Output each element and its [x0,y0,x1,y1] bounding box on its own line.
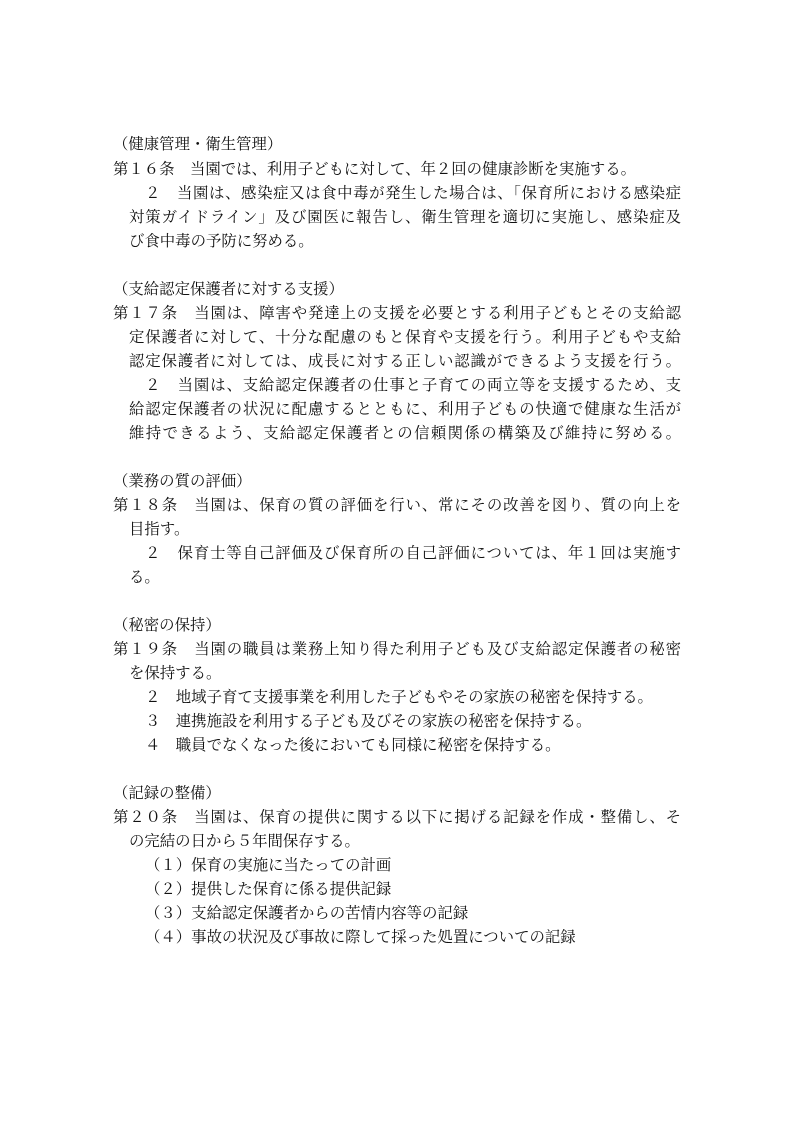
article-line: 定保護者に対して、十分な配慮のもと保育や支援を行う。利用子どもや支給 [129,328,681,346]
list-item: （２）提供した保育に係る提供記録 [145,880,392,898]
paragraph-line: ４ 職員でなくなった後においても同様に秘密を保持する。 [145,736,561,754]
paragraph-line: ２ 当園は、感染症又は食中毒が発生した場合は、「保育所における感染症 [145,184,681,202]
paragraph-line: ３ 連携施設を利用する子ども及びその家族の秘密を保持する。 [145,712,592,730]
paragraph-line: る。 [129,568,160,586]
list-item: （４）事故の状況及び事故に際して採った処置についての記録 [145,928,576,946]
article-line: 第１７条 当園は、障害や発達上の支援を必要とする利用子どもとその支給認 [113,304,681,322]
article-line: 目指す。 [129,520,190,538]
section-heading: （秘密の保持） [113,616,221,634]
paragraph-line: 維持できるよう、支給認定保護者との信頼関係の構築及び維持に努める。 [129,424,681,442]
article-line: 第１９条 当園の職員は業務上知り得た利用子ども及び支給認定保護者の秘密 [113,640,681,658]
paragraph-line: び食中毒の予防に努める。 [129,232,314,250]
section-heading: （健康管理・衛生管理） [113,135,283,153]
article-line: 認定保護者に対しては、成長に対する正しい認識ができるよう支援を行う。 [129,352,681,370]
list-item: （３）支給認定保護者からの苦情内容等の記録 [145,904,469,922]
paragraph-line: ２ 保育士等自己評価及び保育所の自己評価については、年１回は実施す [145,544,681,562]
section-heading: （業務の質の評価） [113,472,252,490]
article-line: 第１８条 当園は、保育の質の評価を行い、常にその改善を図り、質の向上を [113,496,681,514]
paragraph-line: 対策ガイドライン」及び園医に報告し、衛生管理を適切に実施し、感染症及 [129,208,681,226]
paragraph-line: ２ 地域子育て支援事業を利用した子どもやその家族の秘密を保持する。 [145,688,653,706]
paragraph-line: 給認定保護者の状況に配慮するとともに、利用子どもの快適で健康な生活が [129,400,681,418]
list-item: （１）保育の実施に当たっての計画 [145,856,392,874]
article-line: を保持する。 [129,664,222,682]
section-heading: （記録の整備） [113,784,221,802]
article-line: 第２０条 当園は、保育の提供に関する以下に掲げる記録を作成・整備し、そ [113,808,681,826]
article-line: 第１６条 当園では、利用子どもに対して、年２回の健康診断を実施する。 [113,160,636,178]
paragraph-line: ２ 当園は、支給認定保護者の仕事と子育ての両立等を支援するため、支 [145,376,681,394]
article-line: の完結の日から５年間保存する。 [129,832,360,850]
section-heading: （支給認定保護者に対する支援） [113,280,344,298]
